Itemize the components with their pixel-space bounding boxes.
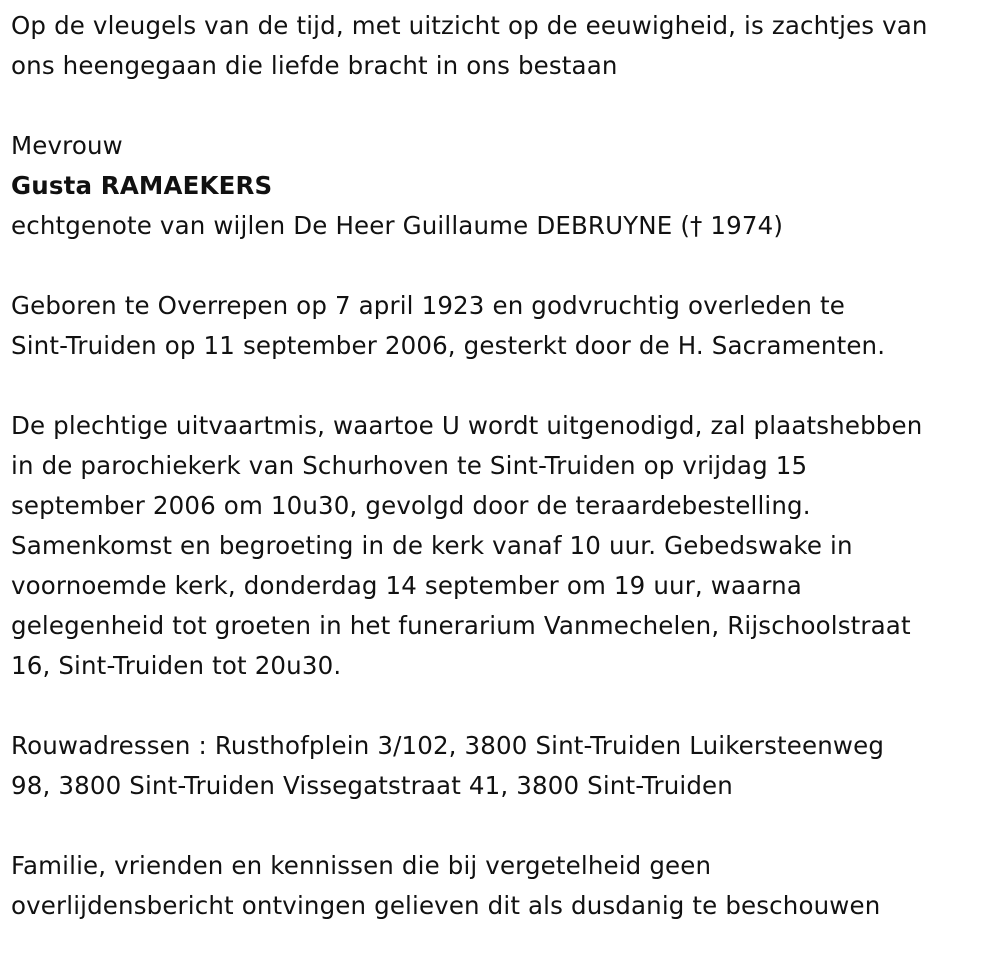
addresses-line-1: Rouwadressen : Rusthofplein 3/102, 3800 Sint-Truiden Luikersteenweg <box>11 731 885 760</box>
spouse-line: echtgenote van wijlen De Heer Guillaume DEBRUYNE († 1974) <box>11 211 784 240</box>
honorific-title: Mevrouw <box>11 131 123 160</box>
addresses-line-2: 98, 3800 Sint-Truiden Vissegatstraat 41, 3800 Sint-Truiden <box>11 771 733 800</box>
birth-death-line-1: Geboren te Overrepen op 7 april 1923 en godvruchtig overleden te <box>11 291 845 320</box>
closing-line-1: Familie, vrienden en kennissen die bij vergetelheid geen <box>11 851 712 880</box>
spacer <box>11 686 1000 726</box>
funeral-line-7: 16, Sint-Truiden tot 20u30. <box>11 651 342 680</box>
funeral-line-6: gelegenheid tot groeten in het funerarium Vanmechelen, Rijschoolstraat <box>11 611 911 640</box>
funeral-line-3: september 2006 om 10u30, gevolgd door de teraardebestelling. <box>11 491 811 520</box>
spacer <box>11 806 1000 846</box>
closing-line-2: overlijdensbericht ontvingen gelieven dit als dusdanig te beschouwen <box>11 891 881 920</box>
spacer <box>11 246 1000 286</box>
funeral-line-2: in de parochiekerk van Schurhoven te Sint-Truiden op vrijdag 15 <box>11 451 808 480</box>
intro-line-2: ons heengegaan die liefde bracht in ons bestaan <box>11 51 618 80</box>
spacer <box>11 86 1000 126</box>
spacer <box>11 366 1000 406</box>
deceased-name: Gusta RAMAEKERS <box>11 171 273 200</box>
intro-line-1: Op de vleugels van de tijd, met uitzicht op de eeuwigheid, is zachtjes van <box>11 11 928 40</box>
funeral-line-4: Samenkomst en begroeting in de kerk vanaf 10 uur. Gebedswake in <box>11 531 853 560</box>
birth-death-line-2: Sint-Truiden op 11 september 2006, gesterkt door de H. Sacramenten. <box>11 331 886 360</box>
funeral-line-1: De plechtige uitvaartmis, waartoe U wordt uitgenodigd, zal plaatshebben <box>11 411 923 440</box>
funeral-line-5: voornoemde kerk, donderdag 14 september om 19 uur, waarna <box>11 571 802 600</box>
